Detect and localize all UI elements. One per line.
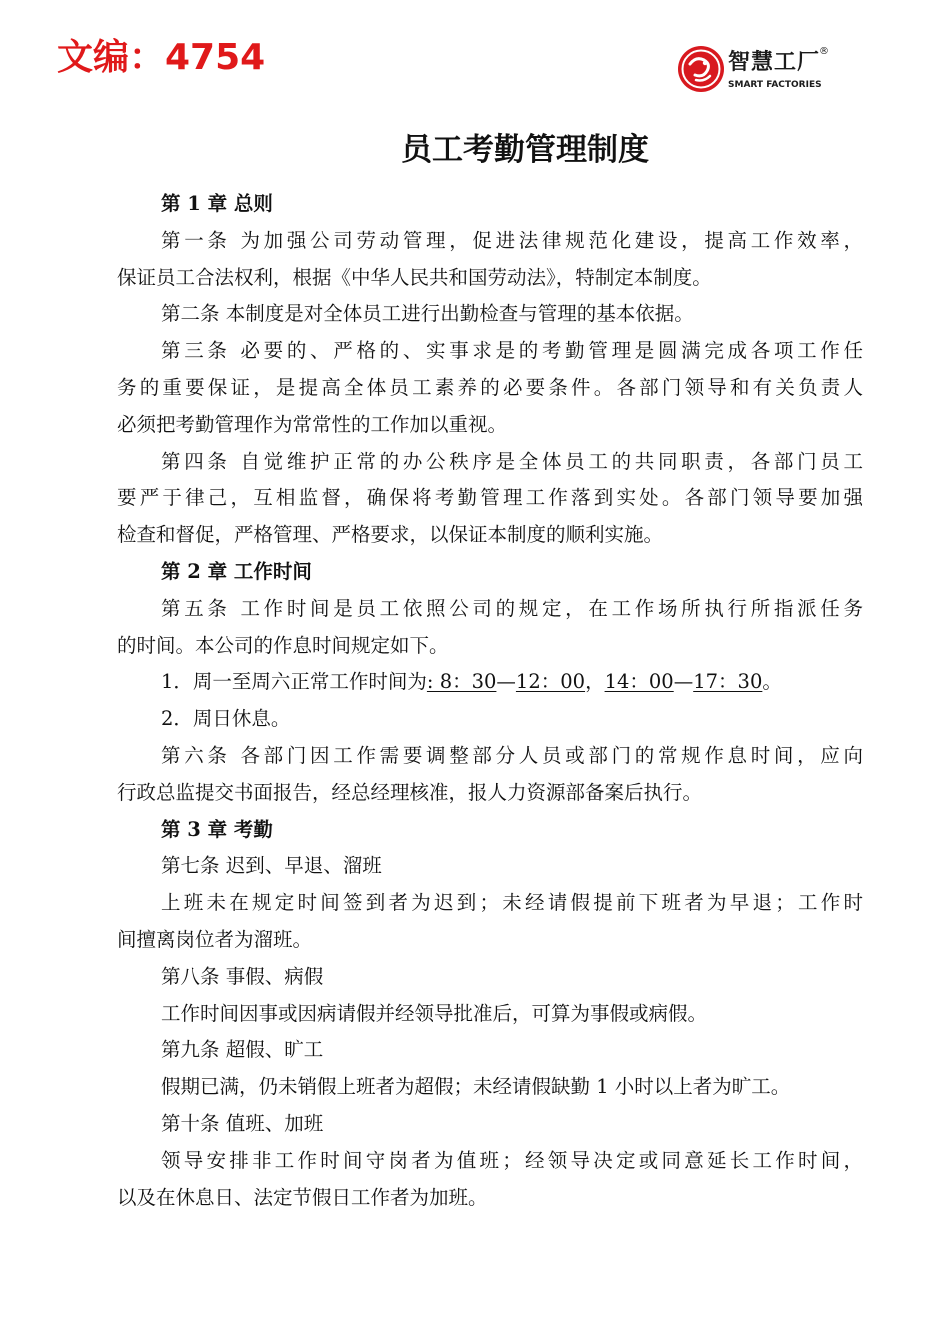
registered-mark: ® bbox=[819, 46, 829, 57]
text-line: 2．周日休息。 bbox=[161, 707, 291, 731]
schedule-dash1: — bbox=[496, 670, 516, 694]
text-line: 第十条 值班、加班 bbox=[161, 1111, 324, 1135]
text-line: 第八条 事假、病假 bbox=[161, 964, 324, 988]
text-line: 第二条 本制度是对全体员工进行出勤检查与管理的基本依据。 bbox=[161, 302, 694, 326]
text-line: 领导安排非工作时间守岗者为值班；经领导决定或同意延长工作时间， bbox=[161, 1148, 863, 1172]
chapter-heading: 第 2 章 工作时间 bbox=[161, 559, 312, 583]
schedule-t3: 14：00 bbox=[604, 670, 674, 694]
text-line: 第三条 必要的、严格的、实事求是的考勤管理是圆满完成各项工作任 bbox=[161, 339, 863, 363]
schedule-prefix: 1．周一至周六正常工作时间为 bbox=[161, 670, 427, 694]
document-body bbox=[117, 186, 863, 1216]
text-line: 检查和督促，严格管理、严格要求，以保证本制度的顺利实施。 bbox=[117, 523, 664, 547]
text-line: 第一条 为加强公司劳动管理，促进法律规范化建设，提高工作效率， bbox=[161, 228, 863, 252]
company-logo bbox=[676, 40, 856, 102]
schedule-t1: : 8：30 bbox=[426, 670, 497, 694]
schedule-end: 。 bbox=[762, 670, 782, 694]
text-line: 务的重要保证，是提高全体员工素养的必要条件。各部门领导和有关负责人 bbox=[117, 375, 863, 399]
dragon-seal-icon bbox=[676, 44, 726, 94]
chapter-heading: 第 3 章 考勤 bbox=[161, 817, 273, 841]
logo-brand: 智慧工厂 bbox=[728, 50, 821, 75]
text-line: 以及在休息日、法定节假日工作者为加班。 bbox=[117, 1185, 488, 1209]
logo-subtitle: SMART FACTORIES bbox=[728, 80, 822, 90]
schedule-dash2: — bbox=[673, 670, 694, 694]
text-line: 必须把考勤管理作为常常性的工作加以重视。 bbox=[117, 412, 508, 436]
document-title: 员工考勤管理制度 bbox=[401, 132, 649, 168]
text-line: 第四条 自觉维护正常的办公秩序是全体员工的共同职责，各部门员工 bbox=[161, 449, 863, 473]
text-line: 第九条 超假、旷工 bbox=[161, 1038, 324, 1062]
text-line: 工作时间因事或因病请假并经领导批准后，可算为事假或病假。 bbox=[161, 1001, 708, 1025]
schedule-t2: 12：00 bbox=[515, 670, 586, 694]
text-line: 假期已满，仍未销假上班者为超假；未经请假缺勤 1 小时以上者为旷工。 bbox=[161, 1075, 791, 1099]
schedule-comma: ， bbox=[585, 670, 605, 694]
document-code: 文编：4754 bbox=[57, 37, 266, 78]
text-line: 保证员工合法权利，根据《中华人民共和国劳动法》，特制定本制度。 bbox=[117, 265, 712, 289]
text-line: 第五条 工作时间是员工依照公司的规定，在工作场所执行所指派任务 bbox=[161, 596, 863, 620]
text-line: 上班未在规定时间签到者为迟到；未经请假提前下班者为早退；工作时 bbox=[161, 891, 863, 915]
text-line: 要严于律己，互相监督，确保将考勤管理工作落到实处。各部门领导要加强 bbox=[117, 486, 863, 510]
schedule-t4: 17：30 bbox=[693, 670, 763, 694]
text-line: 的时间。本公司的作息时间规定如下。 bbox=[117, 633, 449, 657]
text-line: 间擅离岗位者为溜班。 bbox=[117, 927, 313, 951]
text-line: 第六条 各部门因工作需要调整部分人员或部门的常规作息时间，应向 bbox=[161, 743, 863, 767]
text-line: 行政总监提交书面报告，经总经理核准，报人力资源部备案后执行。 bbox=[117, 780, 703, 804]
chapter-heading: 第 1 章 总则 bbox=[161, 192, 273, 215]
text-line: 第七条 迟到、早退、溜班 bbox=[161, 854, 382, 878]
work-schedule-line bbox=[117, 664, 863, 701]
